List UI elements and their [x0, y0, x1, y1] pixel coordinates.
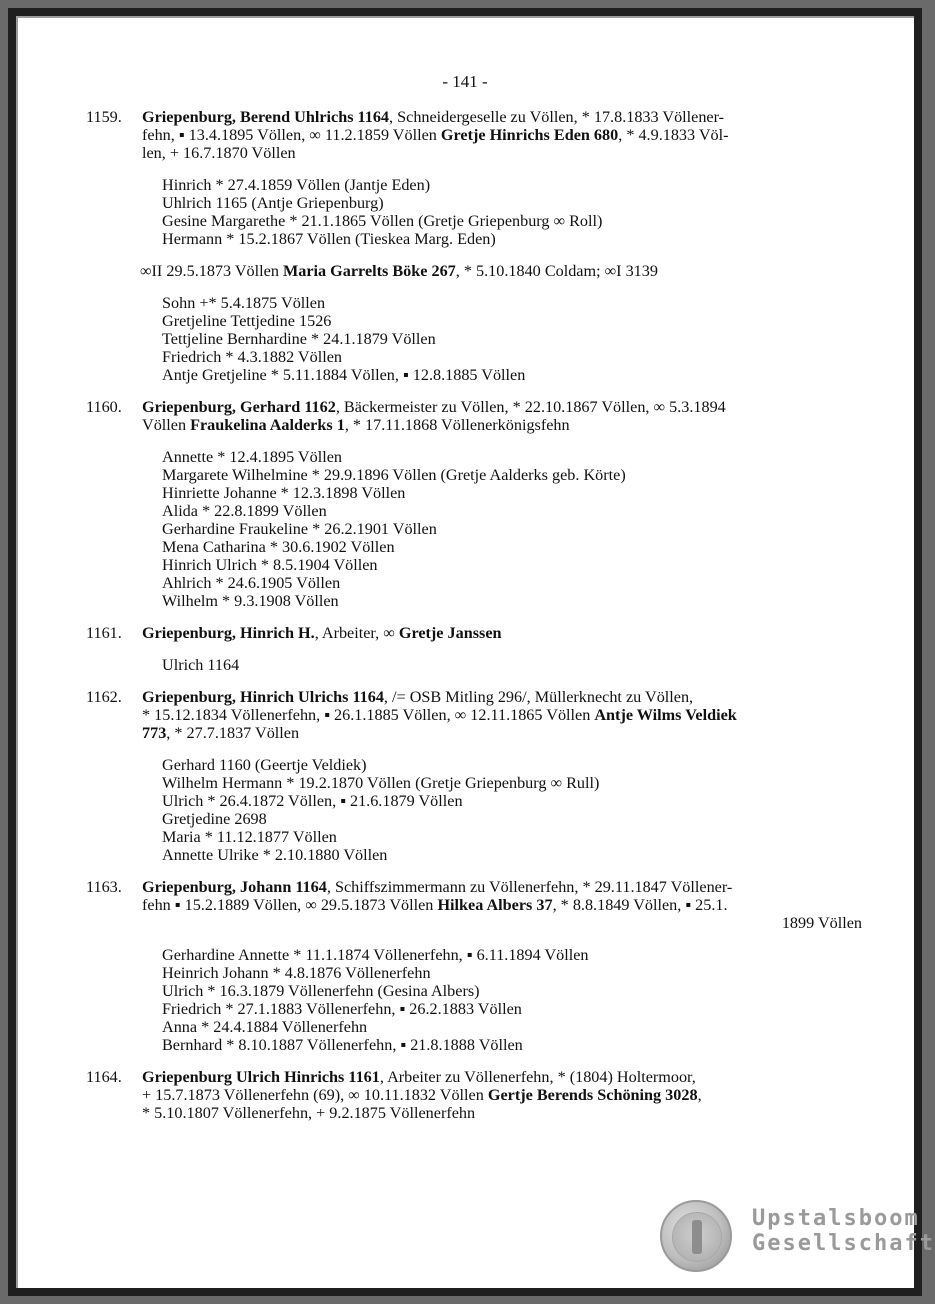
text-run: , Bäckermeister zu Völlen, * 22.10.1867 Völlen, ∞ 5.3.1894: [335, 398, 726, 416]
text-run: * 5.10.1807 Völlenerfehn, + 9.2.1875 Völlenerfehn: [142, 1104, 476, 1122]
child-item: Uhlrich 1165 (Antje Griepenburg): [162, 194, 384, 212]
heading-line: [142, 1068, 866, 1086]
genealogy-entries: [86, 108, 866, 1136]
child-item: Ulrich 1164: [162, 656, 240, 674]
text-run: , Arbeiter, ∞: [314, 624, 399, 642]
bold-name: Fraukelina Aalderks 1: [190, 416, 345, 434]
entry-number: 1162.: [86, 688, 122, 706]
bold-name: Griepenburg, Hinrich H.: [142, 624, 315, 642]
bold-name: Griepenburg, Berend Uhlrichs 1164: [142, 108, 390, 126]
heading-line: [142, 724, 866, 742]
bold-name: Antje Wilms Veldiek: [594, 706, 737, 724]
heading-line: [142, 1086, 866, 1104]
entry-1160: [86, 398, 866, 610]
child-item: Bernhard * 8.10.1887 Völlenerfehn, ▪ 21.8.1888 Völlen: [162, 1036, 523, 1054]
entry-1161: [86, 624, 866, 674]
seal-icon: [660, 1200, 732, 1272]
bold-name: 773: [142, 724, 167, 742]
heading-line: [142, 144, 866, 162]
child-item: Antje Gretjeline * 5.11.1884 Völlen, ▪ 12.8.1885 Völlen: [162, 366, 526, 384]
child-item: Ulrich * 26.4.1872 Völlen, ▪ 21.6.1879 Völlen: [162, 792, 463, 810]
second-marriage: [140, 262, 866, 280]
children-list-second-marriage: [142, 294, 866, 384]
entry-heading: [142, 108, 866, 162]
bold-name: Maria Garrelts Böke 267: [282, 262, 456, 280]
society-logo: [660, 1200, 935, 1274]
child-item: Annette Ulrike * 2.10.1880 Völlen: [162, 846, 388, 864]
text-run: len, + 16.7.1870 Völlen: [142, 144, 296, 162]
entry-1162: [86, 688, 866, 864]
child-item: Gretjedine 2698: [162, 810, 267, 828]
text-run: , Schiffszimmermann zu Völlenerfehn, * 29.11.1847 Völlener-: [326, 878, 733, 896]
entry-number: 1159.: [86, 108, 122, 126]
text-run: Völlen: [142, 416, 191, 434]
text-run: fehn ▪ 15.2.1889 Völlen, ∞ 29.5.1873 Völlen: [142, 896, 438, 914]
text-run: + 15.7.1873 Völlenerfehn (69), ∞ 10.11.1832 Völlen: [142, 1086, 488, 1104]
text-run: ∞II 29.5.1873 Völlen: [140, 262, 283, 280]
bold-name: Griepenburg, Gerhard 1162: [142, 398, 336, 416]
child-item: Friedrich * 4.3.1882 Völlen: [162, 348, 342, 366]
child-item: Annette * 12.4.1895 Völlen: [162, 448, 342, 466]
entry-heading: [142, 688, 866, 742]
heading-line: [142, 688, 866, 706]
entry-heading: [142, 624, 866, 642]
document-page: [16, 16, 935, 1288]
heading-line: [142, 398, 866, 416]
text-run: , * 17.11.1868 Völlenerkönigsfehn: [344, 416, 570, 434]
entry-number: 1164.: [86, 1068, 122, 1086]
child-item: Margarete Wilhelmine * 29.9.1896 Völlen (Gretje Aalderks geb. Körte): [162, 466, 626, 484]
heading-line: [142, 896, 866, 914]
bold-name: Griepenburg, Hinrich Ulrichs 1164: [142, 688, 384, 706]
heading-line: [142, 706, 866, 724]
heading-line: [142, 126, 866, 144]
logo-line-2: Gesellschaft: [752, 1231, 935, 1256]
child-item: Wilhelm Hermann * 19.2.1870 Völlen (Gretje Griepenburg ∞ Rull): [162, 774, 600, 792]
entry-1164: [86, 1068, 866, 1122]
child-item: Ulrich * 16.3.1879 Völlenerfehn (Gesina Albers): [162, 982, 480, 1000]
child-item: Gerhardine Fraukeline * 26.2.1901 Völlen: [162, 520, 437, 538]
entry-1159: [86, 108, 866, 384]
heading-line: [142, 416, 866, 434]
child-item: Hinriette Johanne * 12.3.1898 Völlen: [162, 484, 406, 502]
entry-heading: [142, 1068, 866, 1122]
entry-number: 1163.: [86, 878, 122, 896]
entry-1163: [86, 878, 866, 1054]
text-run: * 15.12.1834 Völlenerfehn, ▪ 26.1.1885 Völlen, ∞ 12.11.1865 Völlen: [142, 706, 595, 724]
child-item: Gesine Margarethe * 21.1.1865 Völlen (Gretje Griepenburg ∞ Roll): [162, 212, 603, 230]
text-run: , * 27.7.1837 Völlen: [166, 724, 300, 742]
child-item: Alida * 22.8.1899 Völlen: [162, 502, 327, 520]
text-run: , * 8.8.1849 Völlen, ▪ 25.1.: [552, 896, 728, 914]
entry-heading: [142, 878, 866, 932]
bold-name: Gretje Hinrichs Eden 680: [440, 126, 619, 144]
entry-number: 1160.: [86, 398, 122, 416]
text-run: ,: [697, 1086, 702, 1104]
children-list: [142, 176, 866, 248]
child-item: Sohn +* 5.4.1875 Völlen: [162, 294, 326, 312]
children-list: [142, 656, 866, 674]
logo-text: [752, 1206, 935, 1256]
children-list: [142, 946, 866, 1054]
child-item: Hermann * 15.2.1867 Völlen (Tieskea Marg. Eden): [162, 230, 496, 248]
bold-name: Griepenburg, Johann 1164: [142, 878, 327, 896]
bold-name: Hilkea Albers 37: [437, 896, 553, 914]
text-run: , /= OSB Mitling 296/, Müllerknecht zu Völlen,: [383, 688, 694, 706]
child-item: Wilhelm * 9.3.1908 Völlen: [162, 592, 339, 610]
entry-heading: [142, 398, 866, 434]
entry-number: 1161.: [86, 624, 122, 642]
heading-line: [142, 1104, 866, 1122]
child-item: Friedrich * 27.1.1883 Völlenerfehn, ▪ 26.2.1883 Völlen: [162, 1000, 522, 1018]
heading-line-continued: 1899 Völlen: [781, 914, 862, 932]
child-item: Hinrich * 27.4.1859 Völlen (Jantje Eden): [162, 176, 431, 194]
child-item: Gerhardine Annette * 11.1.1874 Völlenerfehn, ▪ 6.11.1894 Völlen: [162, 946, 589, 964]
bold-name: Griepenburg Ulrich Hinrichs 1161: [142, 1068, 380, 1086]
child-item: Gerhard 1160 (Geertje Veldiek): [162, 756, 367, 774]
child-item: Heinrich Johann * 4.8.1876 Völlenerfehn: [162, 964, 431, 982]
text-run: fehn, ▪ 13.4.1895 Völlen, ∞ 11.2.1859 Völlen: [142, 126, 441, 144]
child-item: Ahlrich * 24.6.1905 Völlen: [162, 574, 341, 592]
child-item: Hinrich Ulrich * 8.5.1904 Völlen: [162, 556, 378, 574]
bold-name: Gretje Janssen: [398, 624, 502, 642]
bold-name: Gertje Berends Schöning 3028: [487, 1086, 698, 1104]
logo-line-1: Upstalsboom: [752, 1206, 920, 1231]
heading-line: [142, 108, 866, 126]
text-run: , * 5.10.1840 Coldam; ∞I 3139: [455, 262, 658, 280]
heading-line: [142, 624, 866, 642]
heading-line: [142, 878, 866, 896]
text-run: , Arbeiter zu Völlenerfehn, * (1804) Holtermoor,: [379, 1068, 696, 1086]
child-item: Gretjeline Tettjedine 1526: [162, 312, 332, 330]
children-list: [142, 756, 866, 864]
child-item: Anna * 24.4.1884 Völlenerfehn: [162, 1018, 368, 1036]
child-item: Tettjeline Bernhardine * 24.1.1879 Völlen: [162, 330, 436, 348]
children-list: [142, 448, 866, 610]
text-run: , Schneidergeselle zu Völlen, * 17.8.1833 Völlener-: [389, 108, 725, 126]
text-run: , * 4.9.1833 Völ-: [618, 126, 729, 144]
child-item: Mena Catharina * 30.6.1902 Völlen: [162, 538, 395, 556]
child-item: Maria * 11.12.1877 Völlen: [162, 828, 337, 846]
page-number: - 141 -: [442, 72, 488, 91]
